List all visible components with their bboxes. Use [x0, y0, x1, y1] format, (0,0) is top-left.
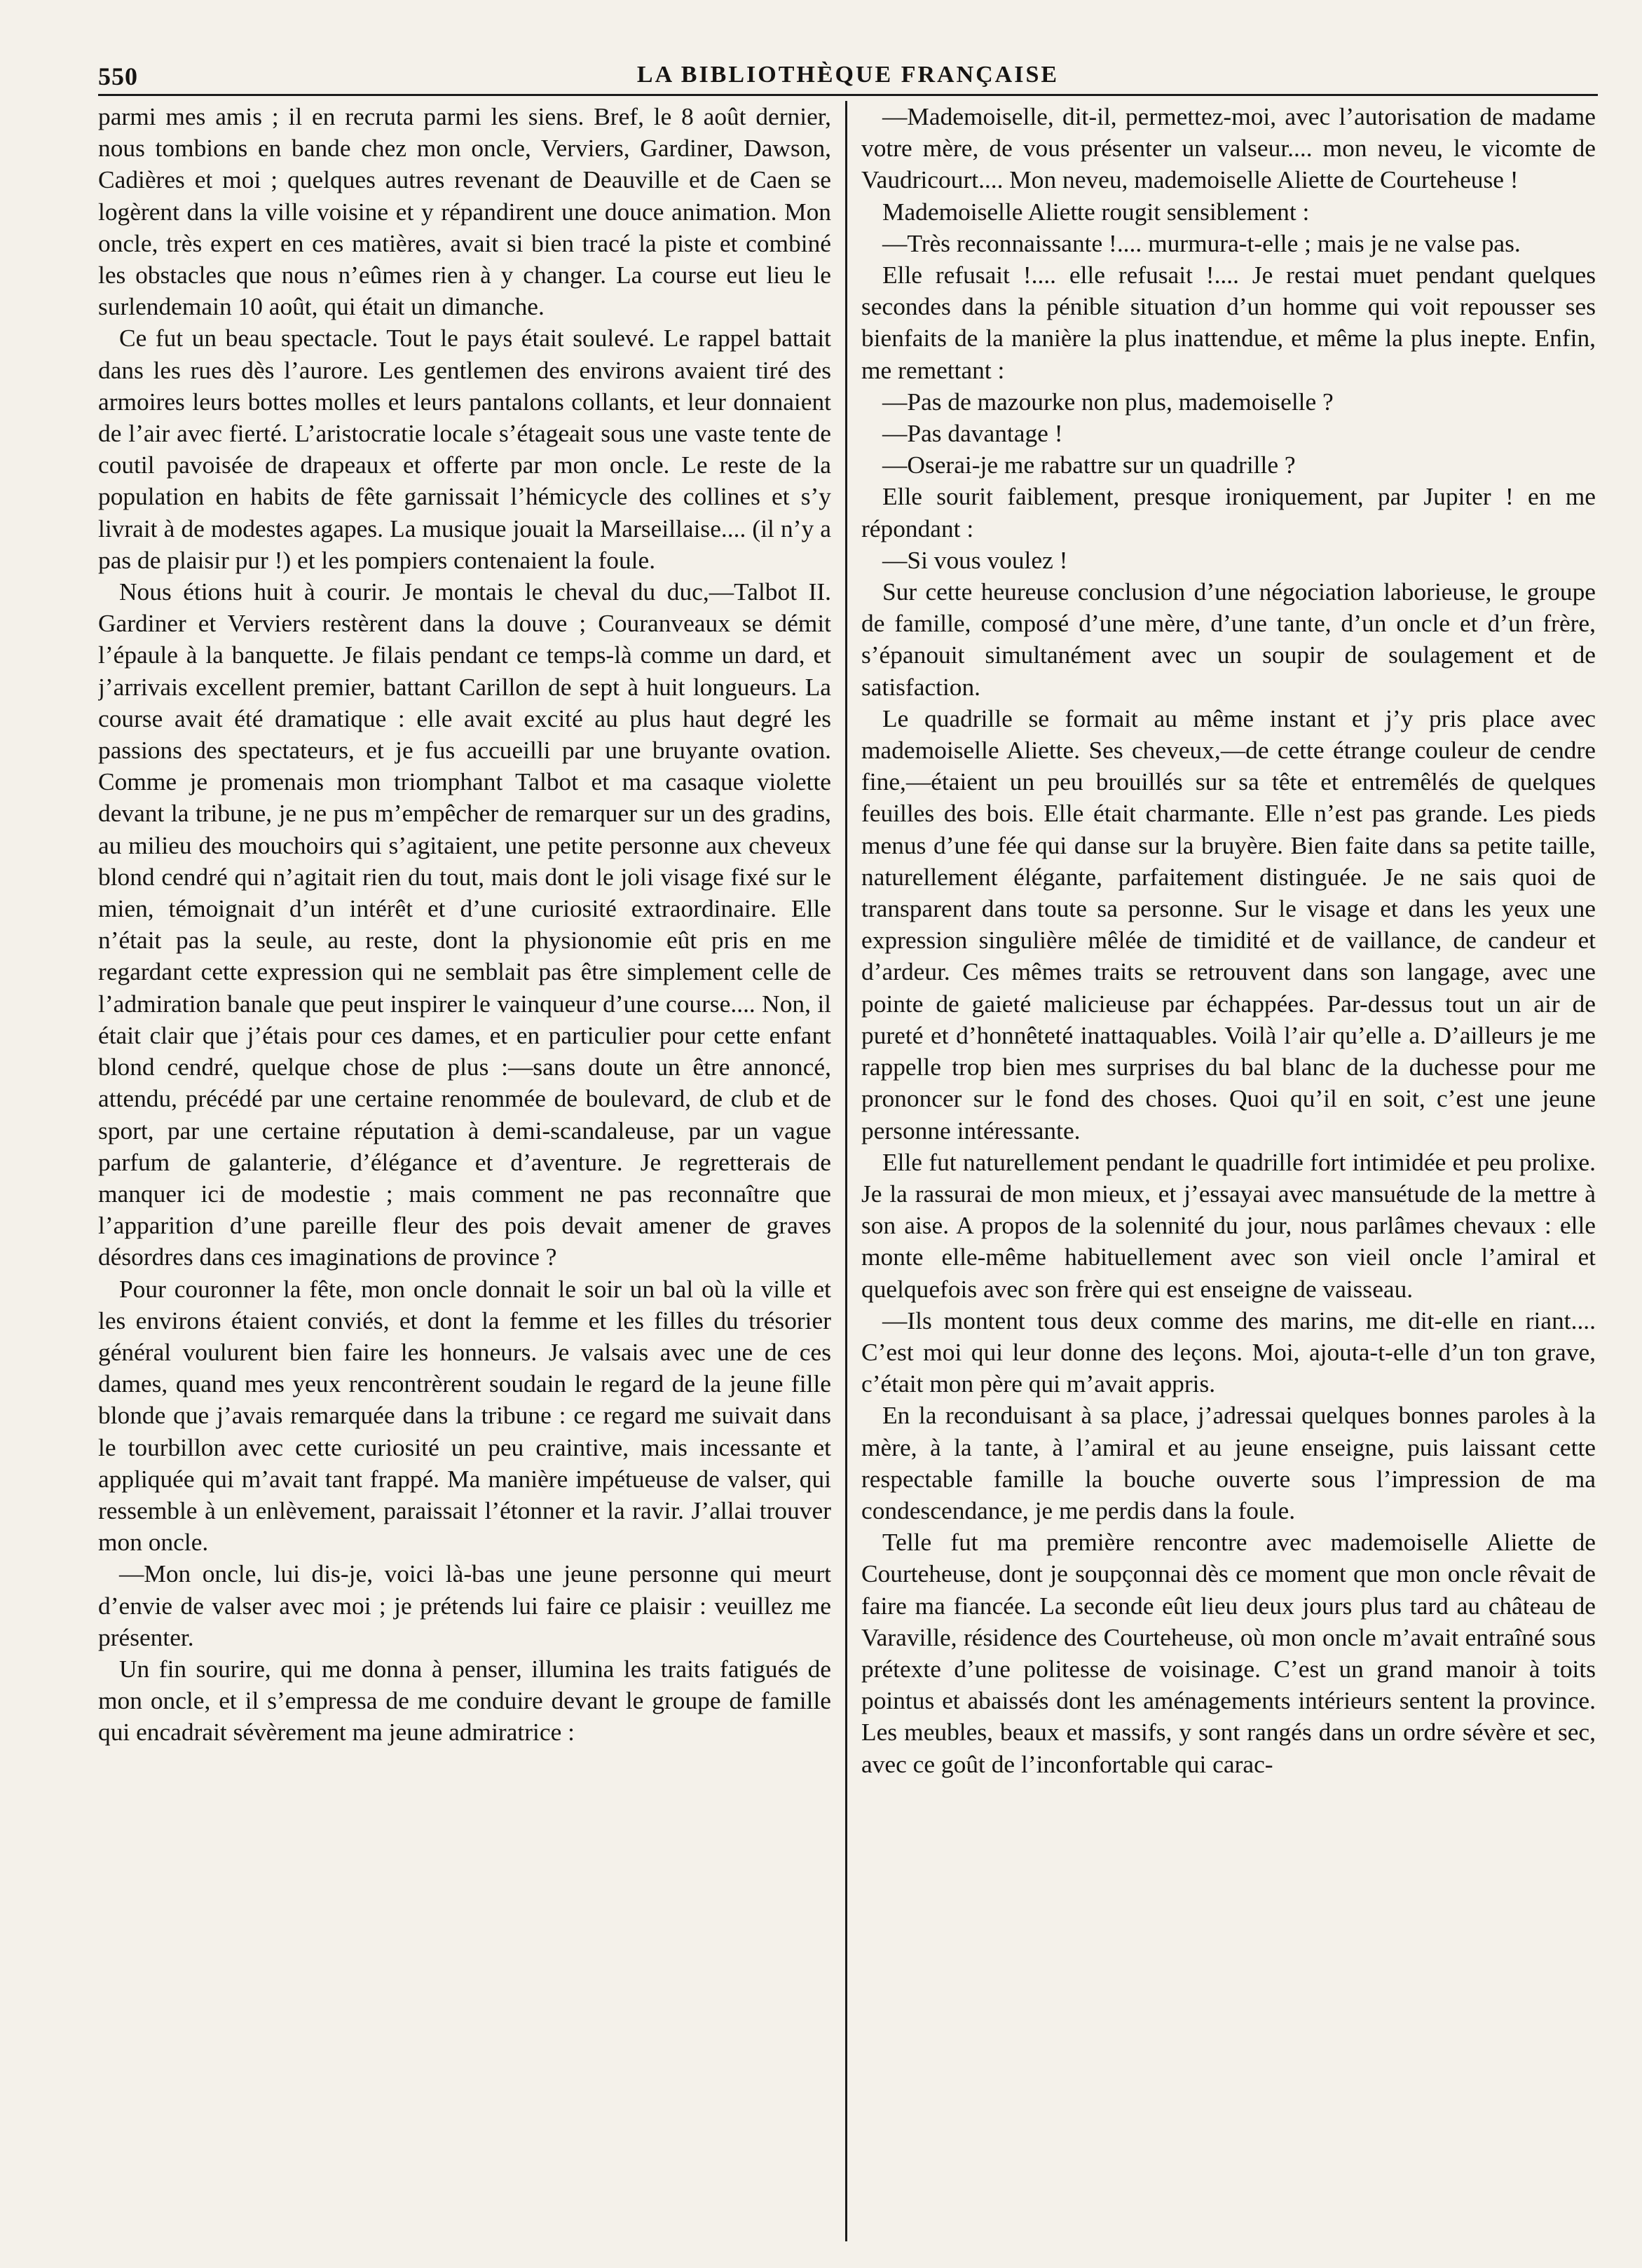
page-header	[98, 62, 1598, 96]
column-divider	[845, 101, 847, 2241]
paragraph: Ce fut un beau spectacle. Tout le pays était soulevé. Le rappel battait dans les rues dès l’aurore. Les gentlemen des environs avaient tiré des armoires leurs bottes molles et leurs pantalons collants, et leur donnaient de l’air avec fierté. L’aristocratie locale s’étageait sous une vaste tente de coutil pavoisée de drapeaux et offerte par mon oncle. Le reste de la population en habits de fête garnissait l’hémicycle des collines et s’y livrait à de modestes agapes. La musique jouait la Marseillaise.... (il n’y a pas de plaisir pur !) et les pompiers contenaient la foule.	[98, 324, 831, 574]
text-columns	[98, 101, 1598, 2241]
paragraph: Elle refusait !.... elle refusait !.... Je restai muet pendant quelques secondes dans la pénible situation d’un homme qui voit repousser ses bienfaits de la manière la plus inattendue, et même la plus inepte. Enfin, me remettant :	[861, 261, 1596, 384]
left-column	[98, 101, 831, 2241]
paragraph: Telle fut ma première rencontre avec mademoiselle Aliette de Courteheuse, dont je soupçonnai dès ce moment que mon oncle rêvait de faire ma fiancée. La seconde eût lieu deux jours plus tard au château de Varaville, résidence des Courteheuse, où mon oncle m’avait entraîné sous prétexte d’une politesse de voisinage. C’est un grand manoir à toits pointus et abaissés dont les aménagements intérieurs sentent la province. Les meubles, beaux et massifs, y sont rangés dans un ordre sévère et sec, avec ce goût de l’inconfortable qui carac-	[861, 1528, 1596, 1778]
running-title: LA BIBLIOTHÈQUE FRANÇAISE	[636, 62, 1060, 88]
paragraph: Nous étions huit à courir. Je montais le cheval du duc,—Talbot II. Gardiner et Verviers restèrent dans la douve ; Couranveaux se démit l’épaule à la banquette. Je filais pendant ce temps-là comme un dard, et j’arrivais excellent premier, battant Carillon de sept à huit longueurs. La course avait été dramatique : elle avait excité au plus haut degré les passions des spectateurs, et je fus accueilli par une bruyante ovation. Comme je promenais mon triomphant Talbot et ma casaque violette devant la tribune, je ne pus m’empêcher de remarquer sur un des gradins, au milieu des mouchoirs qui s’agitaient, une petite personne aux cheveux blond cendré qui n’agitait rien du tout, mais dont le joli visage fixé sur le mien, témoignait d’un intérêt et d’une curiosité extraordinaire. Elle n’était pas la seule, au reste, dont la physionomie eût pris en me regardant cette expression qui ne semblait pas être simplement celle de l’admiration banale que peut inspirer le vainqueur d’une course.... Non, il était clair que j’étais pour ces dames, et en particulier pour cette enfant blond cendré, quelque chose de plus :—sans doute un être annoncé, attendu, précédé par une certaine renommée de boulevard, de club et de sport, par une certaine réputation à demi-scandaleuse, par un vague parfum de galanterie, d’élégance et d’aventure. Je regretterais de manquer ici de modestie ; mais comment ne pas reconnaître que l’apparition d’une pareille fleur des pois devait amener de graves désordres dans ces imaginations de province ?	[98, 578, 831, 1271]
paragraph: —Pas davantage !	[882, 419, 1063, 448]
right-column	[861, 101, 1596, 2241]
paragraph: —Ils montent tous deux comme des marins, me dit-elle en riant.... C’est moi qui leur donne des leçons. Moi, ajouta-t-elle d’un ton grave, c’était mon père qui m’avait appris.	[861, 1306, 1596, 1398]
journal-page	[98, 62, 1598, 2241]
paragraph: Le quadrille se formait au même instant et j’y pris place avec mademoiselle Aliette. Ses cheveux,—de cette étrange couleur de cendre fine,—étaient un peu brouillés sur sa tête et entremêlés de quelques feuilles des bois. Elle était charmante. Elle n’est pas grande. Les pieds menus d’une fée qui danse sur la bruyère. Bien faite dans sa petite taille, naturellement élégante, parfaitement distinguée. Je ne sais quoi de transparent dans toute sa personne. Sur le visage et dans les yeux une expression singulière mêlée de timidité et de vaillance, de candeur et d’ardeur. Ces mêmes traits se retrouvent dans son langage, avec une pointe de gaieté malicieuse par échappées. Par-dessus tout un air de pureté et d’honnêteté inattaquables. Voilà l’air qu’elle a. D’ailleurs je me rappelle trop bien mes surprises du bal blanc de la duchesse pour me prononcer sur le fond des choses. Quoi qu’il en soit, c’est une jeune personne intéressante.	[861, 704, 1596, 1145]
paragraph: Elle fut naturellement pendant le quadrille fort intimidée et peu prolixe. Je la rassurai de mon mieux, et j’essayai avec mansuétude de la mettre à son aise. A propos de la solennité du jour, nous parlâmes chevaux : elle monte elle-même habituellement avec son vieil oncle l’amiral et quelquefois avec son frère qui est enseigne de vaisseau.	[861, 1147, 1596, 1303]
paragraph: En la reconduisant à sa place, j’adressai quelques bonnes paroles à la mère, à la tante, à l’amiral et au jeune enseigne, puis laissant cette respectable famille la bouche ouverte sous l’impression de ma condescendance, je me perdis dans la foule.	[861, 1401, 1596, 1524]
paragraph: parmi mes amis ; il en recruta parmi les siens. Bref, le 8 août dernier, nous tombions en bande chez mon oncle, Verviers, Gardiner, Dawson, Cadières et moi ; quelques autres revenant de Deauville et de Caen se logèrent dans la ville voisine et y répandirent une douce animation. Mon oncle, très expert en ces matières, avait si bien tracé la piste et combiné les obstacles que nous n’eûmes rien à y changer. La course eut lieu le surlendemain 10 août, qui était un dimanche.	[98, 102, 831, 321]
paragraph: Un fin sourire, qui me donna à penser, illumina les traits fatigués de mon oncle, et il s’empressa de me conduire devant le groupe de famille qui encadrait sévèrement ma jeune admiratrice :	[98, 1654, 831, 1747]
paragraph: —Très reconnaissante !.... murmura-t-elle ; mais je ne valse pas.	[882, 228, 1521, 257]
paragraph: —Mademoiselle, dit-il, permettez-moi, avec l’autorisation de madame votre mère, de vous présenter un valseur.... mon neveu, le vicomte de Vaudricourt.... Mon neveu, mademoiselle Aliette de Courteheuse !	[861, 102, 1596, 194]
page-number: 550	[98, 62, 138, 90]
paragraph: —Pas de mazourke non plus, mademoiselle ?	[882, 387, 1334, 416]
paragraph: Mademoiselle Aliette rougit sensiblement :	[882, 197, 1310, 226]
paragraph: —Oserai-je me rabattre sur un quadrille ?	[882, 451, 1296, 479]
paragraph: —Mon oncle, lui dis-je, voici là-bas une jeune personne qui meurt d’envie de valser avec moi ; je prétends lui faire ce plaisir : veuillez me présenter.	[98, 1559, 831, 1651]
paragraph: Elle sourit faiblement, presque ironiquement, par Jupiter ! en me répondant :	[861, 482, 1596, 542]
paragraph: —Si vous voulez !	[882, 545, 1068, 574]
paragraph: Pour couronner la fête, mon oncle donnait le soir un bal où la ville et les environs étaient conviés, et dont la femme et les filles du trésorier général voulurent bien faire les honneurs. Je valsais avec une de ces dames, quand mes yeux rencontrèrent soudain le regard de la jeune fille blonde que j’avais remarquée dans la tribune : ce regard me suivait dans le tourbillon avec cette curiosité un peu craintive, mais incessante et appliquée qui m’avait tant frappé. Ma manière impétueuse de valser, qui ressemble à un enlèvement, paraissait l’étonner et la ravir. J’allai trouver mon oncle.	[98, 1274, 831, 1557]
paragraph: Sur cette heureuse conclusion d’une négociation laborieuse, le groupe de famille, composé d’une mère, d’une tante, d’un oncle et d’un frère, s’épanouit simultanément avec un soupir de soulagement et de satisfaction.	[861, 578, 1596, 701]
